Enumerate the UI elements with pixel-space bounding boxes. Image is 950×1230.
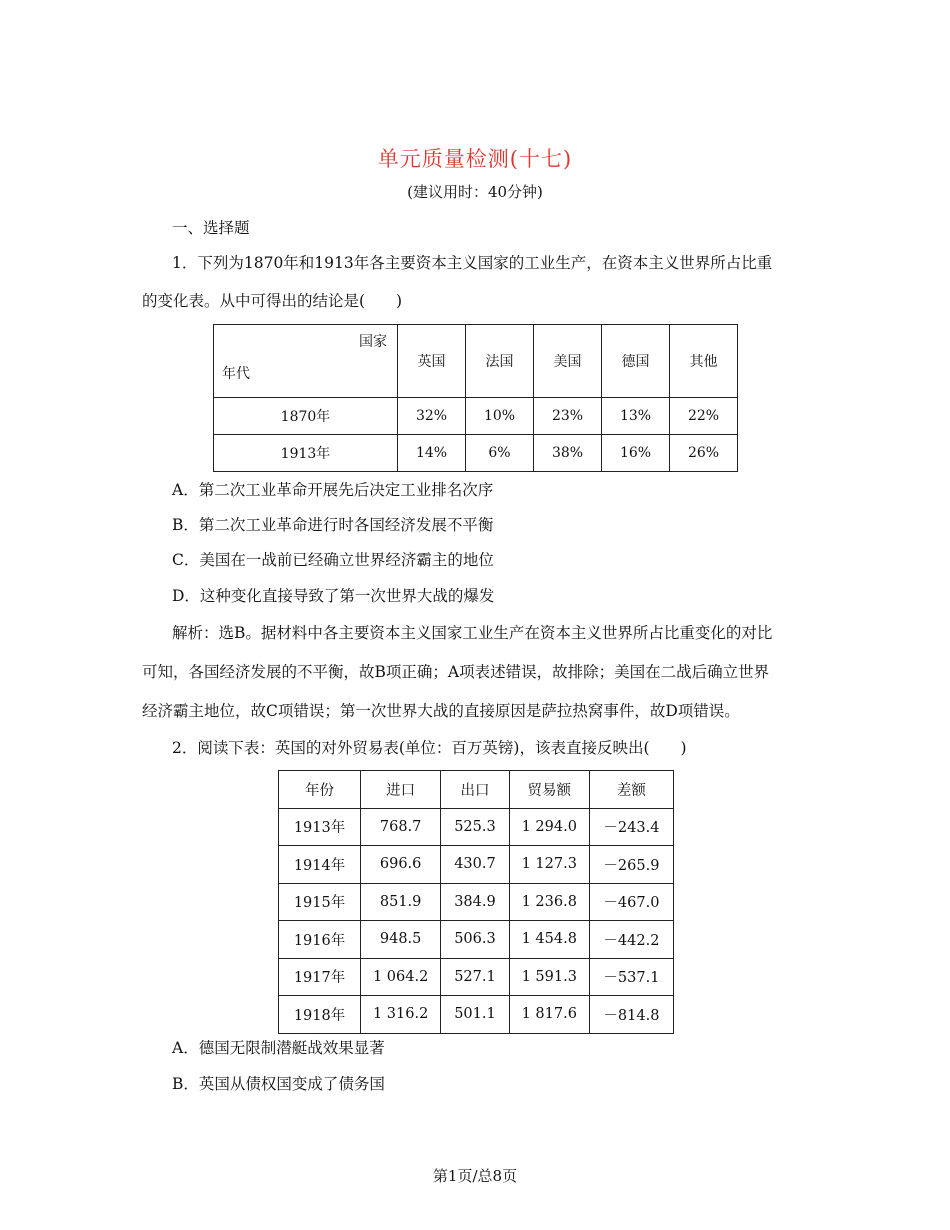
table-cell: 14% [398, 435, 466, 472]
column-header: 英国 [398, 325, 466, 398]
table-cell: －814.8 [589, 996, 673, 1034]
table-cell: 1 316.2 [361, 996, 441, 1034]
table-cell: 1 454.8 [509, 921, 589, 959]
column-header: 出口 [441, 771, 509, 809]
corner-country-label: 国家 [359, 334, 387, 350]
q1-option-d: D．这种变化直接导致了第一次世界大战的爆发 [172, 587, 495, 605]
column-header: 年份 [279, 771, 361, 809]
table-cell: 501.1 [441, 996, 509, 1034]
table-cell: －243.4 [589, 808, 673, 846]
table-row [279, 846, 674, 884]
q1-table [213, 324, 738, 472]
column-header: 德国 [602, 325, 670, 398]
table-cell: 1 236.8 [509, 883, 589, 921]
section-heading: 一、选择题 [172, 219, 250, 237]
table-cell: 1915年 [279, 883, 361, 921]
table-cell: －537.1 [589, 958, 673, 996]
table-cell: －467.0 [589, 883, 673, 921]
corner-cell [214, 325, 398, 398]
table-cell: 13% [602, 398, 670, 435]
table-row [279, 921, 674, 959]
table-row [279, 996, 674, 1034]
column-header: 贸易额 [509, 771, 589, 809]
table-cell: 22% [670, 398, 738, 435]
column-header: 差额 [589, 771, 673, 809]
table-cell: 430.7 [441, 846, 509, 884]
table-row [279, 958, 674, 996]
table-cell: 10% [466, 398, 534, 435]
q1-option-a: A．第二次工业革命开展先后决定工业排名次序 [172, 481, 494, 499]
column-header: 其他 [670, 325, 738, 398]
table-cell: 1 127.3 [509, 846, 589, 884]
table-cell: 696.6 [361, 846, 441, 884]
corner-year-label: 年代 [222, 366, 250, 382]
table-cell: 26% [670, 435, 738, 472]
q1-analysis-line1: 解析：选B。据材料中各主要资本主义国家工业生产在资本主义世界所占比重变化的对比 [172, 624, 773, 642]
q1-stem-line2: 的变化表。从中可得出的结论是( ) [142, 292, 403, 310]
table-cell: 1 294.0 [509, 808, 589, 846]
table-cell: 948.5 [361, 921, 441, 959]
table-cell: 1917年 [279, 958, 361, 996]
column-header: 法国 [466, 325, 534, 398]
table-cell: 6% [466, 435, 534, 472]
table-header-row [214, 325, 738, 398]
table-cell: 506.3 [441, 921, 509, 959]
table-cell: 1913年 [279, 808, 361, 846]
table-cell: 1914年 [279, 846, 361, 884]
row-year: 1913年 [214, 435, 398, 472]
table-cell: 768.7 [361, 808, 441, 846]
table-cell: 851.9 [361, 883, 441, 921]
table-cell: －442.2 [589, 921, 673, 959]
table-cell: 38% [534, 435, 602, 472]
q2-option-a: A．德国无限制潜艇战效果显著 [172, 1039, 385, 1057]
column-header: 美国 [534, 325, 602, 398]
q2-table [278, 770, 674, 1034]
q1-option-c: C．美国在一战前已经确立世界经济霸主的地位 [172, 551, 494, 569]
table-row [214, 398, 738, 435]
table-cell: 1 591.3 [509, 958, 589, 996]
q2-option-b: B．英国从债权国变成了债务国 [172, 1075, 385, 1093]
column-header: 进口 [361, 771, 441, 809]
q1-option-b: B．第二次工业革命进行时各国经济发展不平衡 [172, 516, 494, 534]
table-cell: 525.3 [441, 808, 509, 846]
q1-analysis-line2: 可知，各国经济发展的不平衡，故B项正确；A项表述错误，故排除；美国在二战后确立世界 [142, 663, 770, 681]
table-cell: 1916年 [279, 921, 361, 959]
table-cell: 384.9 [441, 883, 509, 921]
table-cell: 32% [398, 398, 466, 435]
table-header-row [279, 771, 674, 809]
page-footer: 第1页/总8页 [432, 1167, 518, 1185]
table-cell: 23% [534, 398, 602, 435]
page-subtitle: (建议用时：40分钟) [407, 183, 543, 201]
table-cell: －265.9 [589, 846, 673, 884]
q1-analysis-line3: 经济霸主地位，故C项错误；第一次世界大战的直接原因是萨拉热窝事件，故D项错误。 [142, 702, 740, 720]
row-year: 1870年 [214, 398, 398, 435]
q1-stem-line1: 1．下列为1870年和1913年各主要资本主义国家的工业生产，在资本主义世界所占比重 [172, 254, 773, 272]
table-row [279, 883, 674, 921]
page-title: 单元质量检测(十七) [377, 147, 573, 171]
table-cell: 1918年 [279, 996, 361, 1034]
table-cell: 16% [602, 435, 670, 472]
table-cell: 527.1 [441, 958, 509, 996]
table-row [214, 435, 738, 472]
q2-stem: 2．阅读下表：英国的对外贸易表(单位：百万英镑)，该表直接反映出( ) [172, 739, 687, 757]
table-cell: 1 064.2 [361, 958, 441, 996]
table-row [279, 808, 674, 846]
table-cell: 1 817.6 [509, 996, 589, 1034]
